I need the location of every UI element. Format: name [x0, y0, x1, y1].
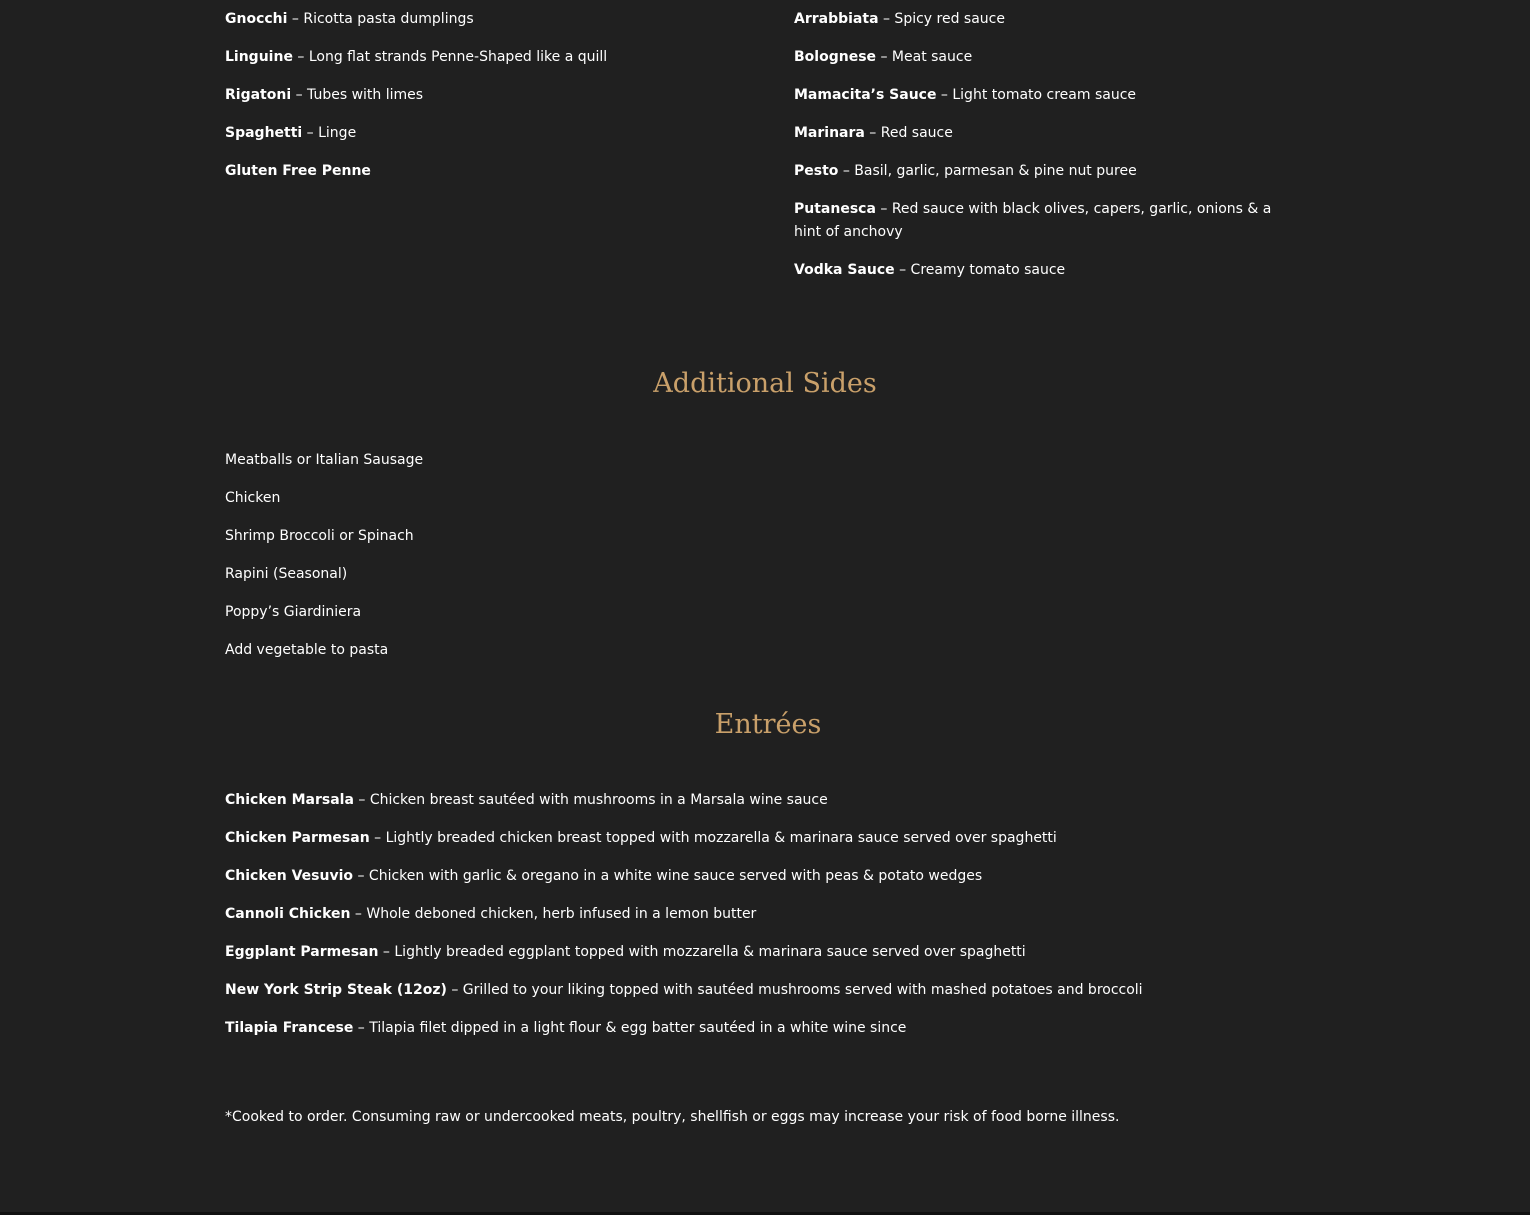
sauce-list [794, 8, 1294, 297]
entree-desc: – Chicken breast sautéed with mushrooms in a Marsala wine sauce [353, 792, 828, 808]
pasta-desc: – Ricotta pasta dumplings [287, 11, 474, 27]
pasta-item [225, 46, 745, 69]
sauce-item [794, 198, 1294, 244]
sauce-item [794, 259, 1294, 282]
sauce-desc: – Red sauce [864, 125, 953, 141]
pasta-name: Gnocchi [225, 11, 288, 27]
entree-item [225, 789, 1325, 812]
sauce-name: Arrabbiata [794, 11, 879, 27]
sauce-item [794, 46, 1294, 69]
sauce-name: Mamacita’s Sauce [794, 87, 937, 103]
entree-item [225, 827, 1325, 850]
pasta-desc: – Tubes with limes [291, 87, 424, 103]
entrees-heading [0, 709, 1530, 740]
pasta-item [225, 122, 745, 145]
pasta-name: Spaghetti [225, 125, 303, 141]
entree-desc: – Lightly breaded chicken breast topped with mozzarella & marinara sauce served over spaghetti [369, 830, 1057, 846]
side-item: Poppy’s Giardiniera [225, 604, 362, 620]
sauce-name: Marinara [794, 125, 865, 141]
entree-name: Chicken Vesuvio [225, 868, 354, 884]
sauce-desc: – Meat sauce [876, 49, 973, 65]
entree-desc: – Lightly breaded eggplant topped with mozzarella & marinara sauce served over spaghetti [378, 944, 1026, 960]
sauce-desc: – Creamy tomato sauce [894, 262, 1066, 278]
food-safety-disclaimer: *Cooked to order. Consuming raw or undercooked meats, poultry, shellfish or eggs may increase your risk of food borne illness. [225, 1109, 1120, 1125]
entree-item [225, 865, 1325, 888]
entree-desc: – Whole deboned chicken, herb infused in a lemon butter [350, 906, 757, 922]
pasta-item [225, 160, 745, 183]
sauce-item [794, 84, 1294, 107]
entrees-list [225, 789, 1325, 1055]
entree-item [225, 979, 1325, 1002]
pasta-name: Gluten Free Penne [225, 163, 371, 179]
pasta-name: Rigatoni [225, 87, 292, 103]
sauce-item [794, 160, 1294, 183]
additional-sides-heading: Additional Sides [653, 368, 877, 399]
entree-name: New York Strip Steak (12oz) [225, 982, 447, 998]
entree-desc: – Grilled to your liking topped with sautéed mushrooms served with mashed potatoes and broccoli [446, 982, 1143, 998]
entree-item [225, 903, 1325, 926]
sauce-item [794, 8, 1294, 31]
entree-item [225, 1017, 1325, 1040]
sauce-name: Vodka Sauce [794, 262, 895, 278]
pasta-desc: – Linge [302, 125, 357, 141]
side-item: Chicken [225, 490, 281, 506]
entree-name: Tilapia Francese [225, 1020, 354, 1036]
sauce-desc: – Basil, garlic, parmesan & pine nut puree [838, 163, 1137, 179]
pasta-desc: – Long flat strands Penne-Shaped like a quill [292, 49, 608, 65]
pasta-list [225, 8, 745, 198]
entree-desc: – Tilapia filet dipped in a light flour & egg batter sautéed in a white wine since [353, 1020, 907, 1036]
entrees-heading-text: Entrées [714, 709, 822, 740]
entree-name: Chicken Marsala [225, 792, 354, 808]
entree-item [225, 941, 1325, 964]
sauce-name: Pesto [794, 163, 839, 179]
sauce-name: Bolognese [794, 49, 877, 65]
sauce-item [794, 122, 1294, 145]
sauce-desc: – Spicy red sauce [878, 11, 1005, 27]
pasta-item [225, 84, 745, 107]
pasta-item [225, 8, 745, 31]
pasta-name: Linguine [225, 49, 293, 65]
entree-name: Eggplant Parmesan [225, 944, 379, 960]
entree-desc: – Chicken with garlic & oregano in a white wine sauce served with peas & potato wedges [353, 868, 983, 884]
sauce-desc: – Light tomato cream sauce [936, 87, 1137, 103]
side-item: Add vegetable to pasta [225, 642, 389, 658]
side-item: Meatballs or Italian Sausage [225, 452, 424, 468]
side-item: Rapini (Seasonal) [225, 566, 348, 582]
sides-list [225, 449, 825, 677]
entree-name: Cannoli Chicken [225, 906, 351, 922]
entree-name: Chicken Parmesan [225, 830, 370, 846]
sauce-desc: – Red sauce with black olives, capers, garlic, onions & a hint of anchovy [794, 201, 1272, 240]
sauce-name: Putanesca [794, 201, 876, 217]
side-item: Shrimp Broccoli or Spinach [225, 528, 414, 544]
